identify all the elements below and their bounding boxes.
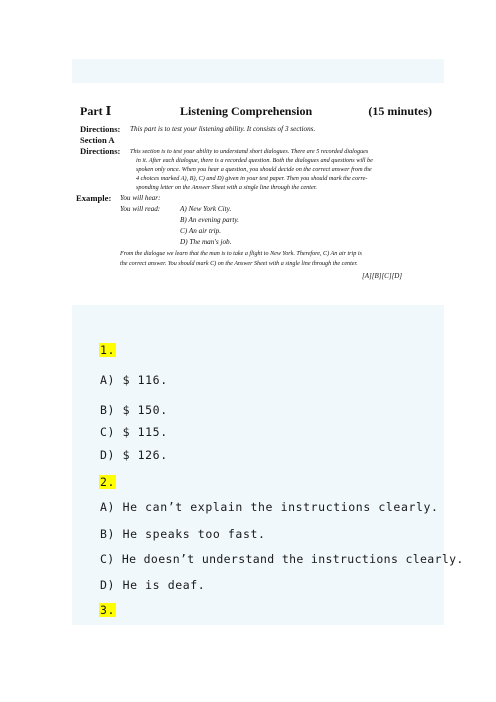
option-text: A) $ 116. (100, 373, 168, 387)
question-number: 2. (100, 475, 116, 489)
section-label: Section A (80, 135, 115, 145)
section-directions-line: spoken only once. When you hear a question, you should decide on the correct answer from the (136, 166, 372, 173)
section-directions-line: 4 choices marked A), B), C) and D) given in your test paper. Then you should mark the corre- (136, 175, 368, 182)
section-directions-label: Directions: (80, 146, 121, 156)
option-text: C) He doesn’t understand the instructions clearly. (100, 552, 464, 566)
instructions-panel (72, 86, 444, 292)
example-explanation-line: From the dialogue we learn that the man is to take a flight to New York. Therefore, C) An air trip is (120, 251, 362, 257)
part-label: Part Ⅰ (80, 104, 112, 118)
option-text: B) He speaks too fast. (100, 527, 266, 541)
section-directions-line: sponding letter on the Answer Sheet with a single line through the center. (136, 184, 317, 191)
part-title: Listening Comprehension (180, 104, 313, 118)
example-label: Example: (76, 193, 112, 203)
section-directions-line: in it. After each dialogue, there is a recorded question. Both the dialogues and questions will be (136, 157, 373, 164)
option-text: A) He can’t explain the instructions clearly. (100, 500, 439, 514)
example-option: C) An air trip. (180, 227, 222, 235)
part-time: (15 minutes) (368, 104, 432, 118)
example-explanation-line: the correct answer. You should mark C) on the Answer Sheet with a single line through the center. (120, 261, 358, 267)
option-text: C) $ 115. (100, 425, 168, 439)
option-text: B) $ 150. (100, 403, 168, 417)
question-number: 3. (100, 603, 116, 617)
section-directions-line: This section is to test your ability to understand short dialogues. There are 5 recorded dialogues (130, 148, 369, 155)
top-band (72, 59, 444, 83)
question-number: 1. (100, 343, 116, 357)
example-option: B) An evening party. (180, 216, 239, 224)
questions-area (72, 305, 464, 625)
example-you-will-read: You will read: (120, 205, 161, 213)
option-text: D) He is deaf. (100, 578, 206, 592)
option-text: D) $ 126. (100, 448, 168, 462)
example-you-will-hear: You will hear: (120, 194, 161, 202)
example-option: D) The man's job. (180, 238, 232, 246)
example-option: A) New York City. (180, 205, 232, 213)
example-answer-marks: [A][B][C][D] (362, 272, 403, 280)
directions-text: This part is to test your listening ability. It consists of 3 sections. (130, 125, 316, 133)
directions-label: Directions: (80, 124, 121, 134)
part-heading (80, 104, 436, 120)
